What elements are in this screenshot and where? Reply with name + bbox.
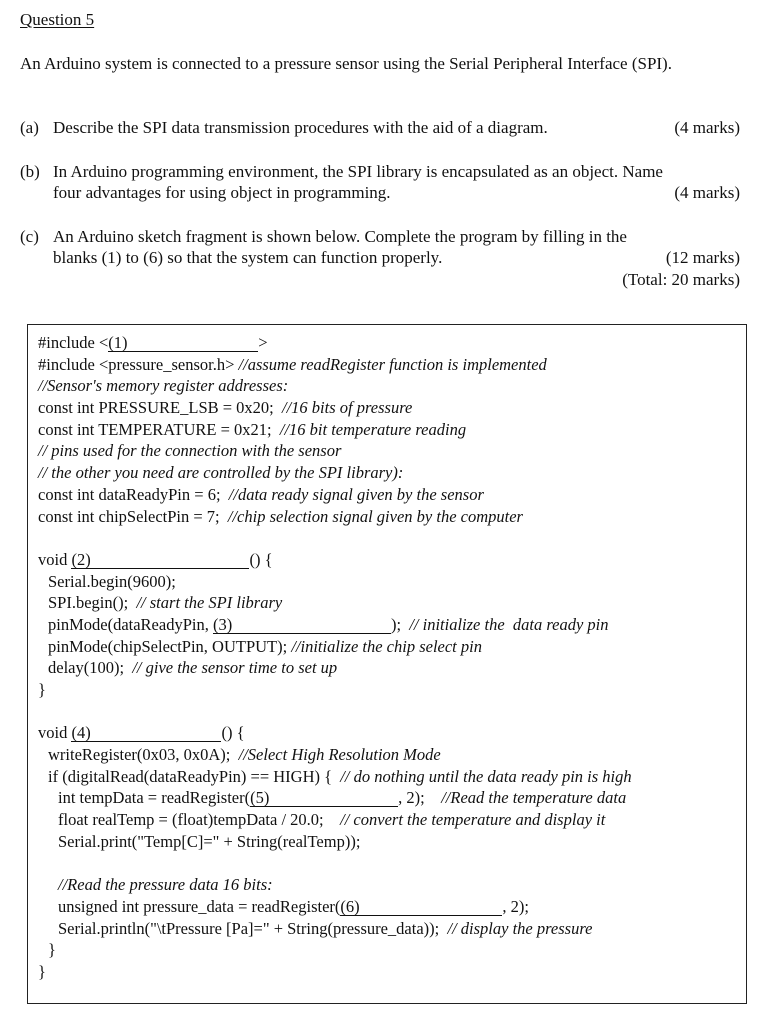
code-line-7: // the other you need are controlled by the SPI library): <box>38 463 404 483</box>
code-line-6: // pins used for the connection with the sensor <box>38 441 342 461</box>
code-blank-line <box>38 701 743 723</box>
code-line-20: writeRegister(0x03, 0x0A); //Select High Resolution Mode <box>48 745 441 765</box>
part-c-line-1: An Arduino sketch fragment is shown below. Complete the program by filling in the <box>53 227 627 246</box>
part-a-text <box>53 117 740 138</box>
code-line-27: unsigned int pressure_data = readRegister((6) , 2); <box>58 896 529 916</box>
part-a-line-1: Describe the SPI data transmission procedures with the aid of a diagram. <box>53 118 548 137</box>
part-b <box>20 161 740 205</box>
code-blank-line <box>38 527 743 549</box>
blank-1[interactable]: (1) <box>108 334 258 352</box>
code-line-19: void (4) () { <box>38 723 245 743</box>
code-blank-line <box>38 853 743 875</box>
code-line-4: const int PRESSURE_LSB = 0x20; //16 bits of pressure <box>38 398 413 418</box>
question-title: Question 5 <box>20 10 95 29</box>
blank-2[interactable]: (2) <box>71 551 249 569</box>
part-b-label: (b) <box>20 162 40 181</box>
code-line-17: } <box>38 680 46 699</box>
code-line-12: Serial.begin(9600); <box>48 571 176 591</box>
part-c-line-2: blanks (1) to (6) so that the system can function properly. <box>53 248 443 267</box>
code-line-28: Serial.println("\tPressure [Pa]=" + String(pressure_data)); // display the pressure <box>58 918 593 938</box>
part-b-text <box>53 161 740 203</box>
blank-6[interactable]: (6) <box>340 898 502 916</box>
code-line-13: SPI.begin(); // start the SPI library <box>48 593 283 613</box>
code-line-21: if (digitalRead(dataReadyPin) == HIGH) { // do nothing until the data ready pin is high <box>48 766 632 786</box>
code-listing <box>38 332 743 983</box>
code-line-1: #include <(1) > <box>38 333 268 352</box>
code-line-22: int tempData = readRegister((5) , 2); //Read the temperature data <box>58 788 627 808</box>
code-line-23: float realTemp = (float)tempData / 20.0; // convert the temperature and display it <box>58 810 606 830</box>
part-c <box>20 226 740 292</box>
code-line-26: //Read the pressure data 16 bits: <box>58 875 273 895</box>
part-a <box>20 117 740 139</box>
blank-4[interactable]: (4) <box>71 724 221 742</box>
code-line-29: } <box>48 940 56 960</box>
code-line-11: void (2) () { <box>38 549 273 569</box>
blank-5[interactable]: (5) <box>250 789 398 807</box>
code-line-3: //Sensor's memory register addresses: <box>38 376 289 396</box>
code-line-8: const int dataReadyPin = 6; //data ready signal given by the sensor <box>38 484 484 504</box>
part-c-marks: (12 marks) <box>665 248 740 267</box>
total-marks: (Total: 20 marks) <box>622 270 740 289</box>
question-intro: An Arduino system is connected to a pressure sensor using the Serial Peripheral Interface (SPI). <box>20 54 672 73</box>
part-a-label: (a) <box>20 118 39 137</box>
part-b-line-1: In Arduino programming environment, the SPI library is encapsulated as an object. Name <box>53 162 663 181</box>
code-line-30: } <box>38 961 46 981</box>
blank-3[interactable]: (3) <box>213 616 391 634</box>
part-b-line-2: four advantages for using object in programming. <box>53 183 391 202</box>
code-line-14: pinMode(dataReadyPin, (3) ); // initialize the data ready pin <box>48 614 609 634</box>
code-line-16: delay(100); // give the sensor time to set up <box>48 658 338 678</box>
part-b-marks: (4 marks) <box>674 183 740 202</box>
part-c-label: (c) <box>20 227 39 246</box>
code-line-15: pinMode(chipSelectPin, OUTPUT); //initialize the chip select pin <box>48 636 482 656</box>
part-a-marks: (4 marks) <box>674 118 740 137</box>
part-c-text <box>53 226 740 268</box>
code-line-5: const int TEMPERATURE = 0x21; //16 bit temperature reading <box>38 419 467 439</box>
code-line-9: const int chipSelectPin = 7; //chip selection signal given by the computer <box>38 506 523 526</box>
code-line-2: #include <pressure_sensor.h> //assume readRegister function is implemented <box>38 354 547 374</box>
code-line-24: Serial.print("Temp[C]=" + String(realTemp)); <box>58 831 361 851</box>
